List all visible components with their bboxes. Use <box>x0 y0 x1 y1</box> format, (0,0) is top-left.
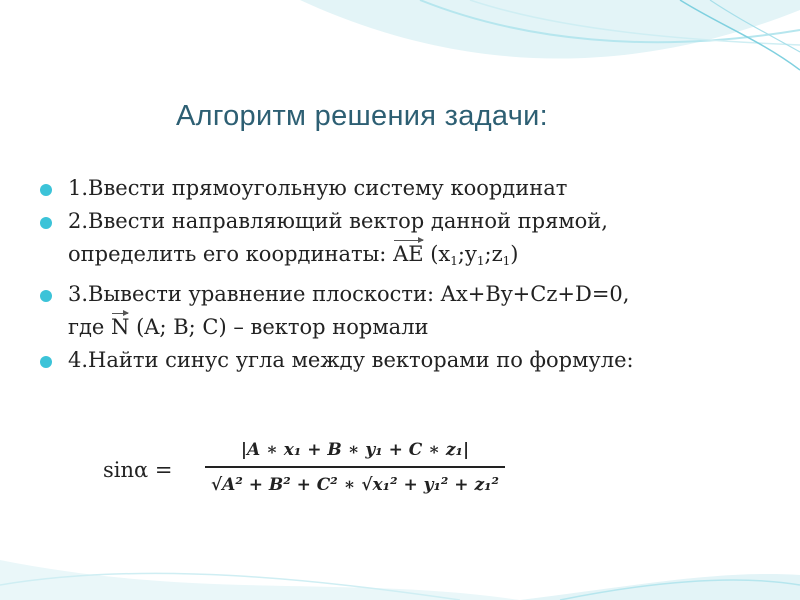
cont-prefix: где <box>68 315 112 339</box>
fraction-bar <box>205 466 505 468</box>
cont-prefix: определить его координаты: <box>68 242 394 266</box>
bullet-icon <box>40 290 52 302</box>
item-text: 4.Найти синус угла между векторами по формуле: <box>68 348 634 372</box>
bullet-list <box>40 172 770 377</box>
list-item <box>40 172 770 205</box>
item-text: 1.Ввести прямоугольную систему координат <box>68 176 568 200</box>
list-item-continuation <box>40 311 770 344</box>
bullet-icon <box>40 217 52 229</box>
list-item <box>40 278 770 311</box>
formula-numerator: |A ∗ x₁ + B ∗ y₁ + C ∗ z₁| <box>240 440 470 460</box>
list-item-continuation: определить его координаты: AE $(x_1;y_1;z_1)$ <box>40 238 770 278</box>
item-text: 2.Ввести направляющий вектор данной прямой, <box>68 209 608 233</box>
bullet-icon <box>40 184 52 196</box>
cont-rest: (A; B; C) – вектор нормали <box>129 315 429 339</box>
item-text: 3.Вывести уравнение плоскости: Ax+By+Cz+D=0, <box>68 282 630 306</box>
vector-n: N <box>111 311 129 344</box>
formula-label: sinα = <box>103 458 173 482</box>
list-item <box>40 205 770 238</box>
page-title: Алгоритм решения задачи: <box>176 100 548 132</box>
list-item <box>40 344 770 377</box>
bullet-icon <box>40 356 52 368</box>
vector-ae: AE <box>393 238 424 271</box>
formula-denominator: √A² + B² + C² ∗ √x₁² + y₁² + z₁² <box>210 475 500 495</box>
formula-image <box>205 436 505 500</box>
